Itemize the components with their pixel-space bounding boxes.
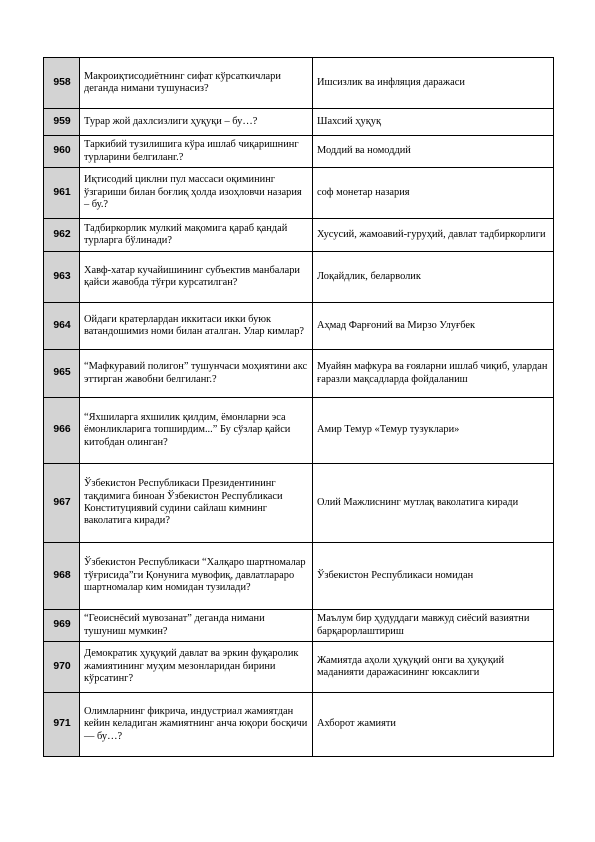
question-text: “Мафкуравий полигон” тушунчаси моҳиятини акс эттирган жавобни белгиланг.? — [80, 350, 313, 398]
answer-text: Муайян мафкура ва ғояларни ишлаб чиқиб, улардан ғаразли мақсадларда фойдаланиш — [313, 350, 554, 398]
table-row — [44, 58, 554, 109]
question-text: Иқтисодий циклни пул массаси оқимининг ўзгариши билан боғлиқ ҳолда изоҳловчи назария – бу.? — [80, 168, 313, 219]
question-text: Олимларнинг фикрича, индустриал жамиятдан кейин келадиган жамиятнинг анча юқори босқичи — бу…? — [80, 693, 313, 757]
table-row — [44, 168, 554, 219]
answer-text: Ўзбекистон Республикаси номидан — [313, 543, 554, 610]
answer-text: Ишсизлик ва инфляция даражаси — [313, 58, 554, 109]
answer-text: Жамиятда аҳоли ҳуқуқий онги ва ҳуқуқий маданияти даражасининг юксаклиги — [313, 642, 554, 693]
question-number: 970 — [44, 642, 80, 693]
question-text: Таркибий тузилишига кўра ишлаб чиқаришнинг турларини белгиланг.? — [80, 136, 313, 168]
question-text: Ўзбекистон Республикаси Президентининг тақдимига биноан Ўзбекистон Республикаси Конституциявий судини сайлаш кимнинг ваколатига киради? — [80, 464, 313, 543]
question-number: 963 — [44, 252, 80, 303]
question-number: 962 — [44, 219, 80, 252]
answer-text: Хусусий, жамоавий-гуруҳий, давлат тадбиркорлиги — [313, 219, 554, 252]
question-number: 960 — [44, 136, 80, 168]
answer-text: соф монетар назария — [313, 168, 554, 219]
question-number: 959 — [44, 109, 80, 136]
table-row — [44, 303, 554, 350]
answer-text: Ахборот жамияти — [313, 693, 554, 757]
table-row — [44, 136, 554, 168]
table-row — [44, 350, 554, 398]
question-text: Ойдаги кратерлардан иккитаси икки буюк ватандошимиз номи билан аталган. Улар кимлар? — [80, 303, 313, 350]
question-number: 968 — [44, 543, 80, 610]
question-text: Макроиқтисодиётнинг сифат кўрсаткичлари деганда нимани тушунасиз? — [80, 58, 313, 109]
question-number: 966 — [44, 398, 80, 464]
question-text: “Яхшиларга яхшилик қилдим, ёмонларни эса ёмонликларига топширдим...” Бу сўзлар қайси китобдан олинган? — [80, 398, 313, 464]
question-number: 965 — [44, 350, 80, 398]
table-row — [44, 543, 554, 610]
question-text: Турар жой дахлсизлиги ҳуқуқи – бу…? — [80, 109, 313, 136]
answer-text: Амир Темур «Темур тузуклари» — [313, 398, 554, 464]
question-number: 969 — [44, 610, 80, 642]
answer-text: Маълум бир ҳудуддаги мавжуд сиёсий вазиятни барқарорлаштириш — [313, 610, 554, 642]
question-text: Хавф-хатар кучайишининг субъектив манбалари қайси жавобда тўғри курсатилган? — [80, 252, 313, 303]
table-row — [44, 252, 554, 303]
answer-text: Олий Мажлиснинг мутлақ ваколатига киради — [313, 464, 554, 543]
table-row — [44, 610, 554, 642]
question-text: Ўзбекистон Республикаси “Халқаро шартномалар тўғрисида”ги Қонунига мувофиқ, давлатлараро шартномалар ким номидан тузилади? — [80, 543, 313, 610]
question-number: 971 — [44, 693, 80, 757]
answer-text: Лоқайдлик, беларволик — [313, 252, 554, 303]
question-number: 967 — [44, 464, 80, 543]
question-number: 961 — [44, 168, 80, 219]
question-text: “Геоиснёсий мувозанат” деганда нимани тушуниш мумкин? — [80, 610, 313, 642]
question-number: 958 — [44, 58, 80, 109]
table-row — [44, 398, 554, 464]
table-row — [44, 464, 554, 543]
question-answer-table — [43, 57, 554, 757]
answer-text: Моддий ва номоддий — [313, 136, 554, 168]
table-row — [44, 642, 554, 693]
table-row — [44, 219, 554, 252]
table-row — [44, 109, 554, 136]
table-row — [44, 693, 554, 757]
question-number: 964 — [44, 303, 80, 350]
question-text: Тадбиркорлик мулкий мақомига қараб қандай турларга бўлинади? — [80, 219, 313, 252]
answer-text: Аҳмад Фарғоний ва Мирзо Улуғбек — [313, 303, 554, 350]
question-text: Демократик ҳуқуқий давлат ва эркин фуқаролик жамиятининг муҳим мезонларидан бирини кўрсатинг? — [80, 642, 313, 693]
answer-text: Шахсий ҳуқуқ — [313, 109, 554, 136]
